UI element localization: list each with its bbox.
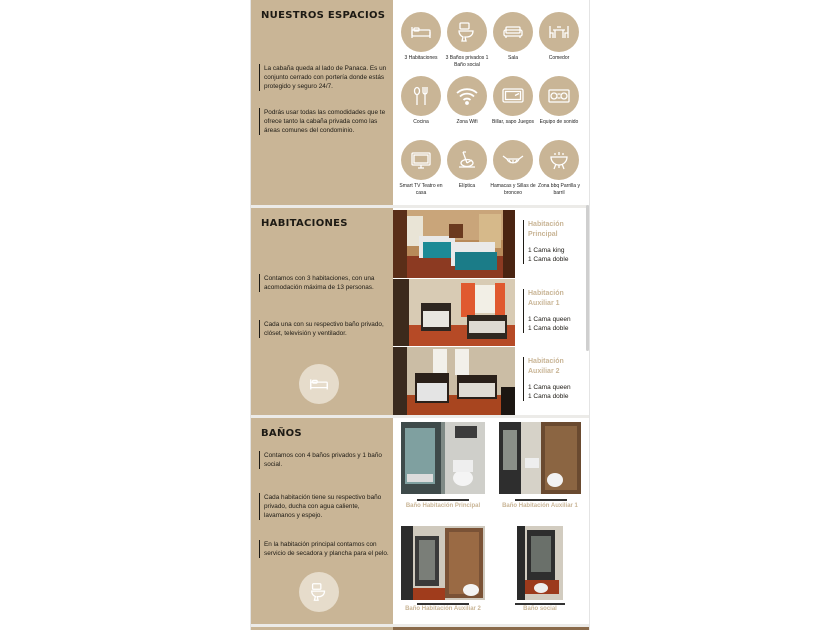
bath-photo-principal (401, 422, 485, 494)
amenities-panel (393, 0, 590, 205)
hammock-icon (493, 140, 533, 180)
banos-left-panel (251, 418, 393, 624)
section-title-habitaciones: HABITACIONES (261, 218, 348, 229)
habitaciones-paragraph-2: Cada una con su respectivo baño privado, clóset, televisión y ventilador. (259, 320, 391, 338)
amenity-wifi (444, 76, 490, 126)
toilet-icon (299, 572, 339, 612)
rooms-panel (393, 208, 590, 415)
amenity-label: Zona Wifi (456, 119, 478, 125)
banos-paragraph-2: Cada habitación tiene su respectivo baño privado, ducha con agua caliente, lavamanos y espejo. (259, 493, 391, 520)
habitaciones-paragraph-1: Contamos con 3 habitaciones, con una acomodación máxima de 13 personas. (259, 274, 391, 292)
section-espacios (251, 0, 590, 205)
amenity-label: Comedor (548, 55, 570, 61)
bath-caption-social: Baño social (523, 606, 557, 612)
room-bed: 1 Cama queen (528, 316, 571, 323)
caption-underline (515, 603, 565, 605)
bath-caption-auxiliar-2: Baño Habitación Auxiliar 2 (405, 606, 481, 612)
bathrooms-panel (393, 418, 590, 624)
bath-photo-auxiliar-2 (401, 526, 485, 600)
amenity-label: 3 Habitaciones (404, 55, 438, 61)
room-name: Habitación Auxiliar 2 (528, 358, 564, 375)
room-bed: 1 Cama doble (528, 325, 569, 332)
stereo-icon (539, 76, 579, 116)
wifi-icon (447, 76, 487, 116)
room-info-auxiliar-1 (523, 289, 589, 333)
amenity-sonido (536, 76, 582, 126)
bed-icon (299, 364, 339, 404)
bbq-icon (539, 140, 579, 180)
bath-caption-auxiliar-1: Baño Habitación Auxiliar 1 (502, 503, 578, 509)
room-photo-auxiliar-2 (393, 347, 515, 415)
room-photo-auxiliar-1 (393, 279, 515, 346)
elliptical-icon (447, 140, 487, 180)
espacios-left-panel (251, 0, 393, 205)
amenity-tv (398, 140, 444, 196)
dining-table-icon (539, 12, 579, 52)
amenity-label: Equipo de sonido (539, 119, 579, 125)
kitchen-utensils-icon (401, 76, 441, 116)
amenity-banos (444, 12, 490, 68)
toilet-icon (447, 12, 487, 52)
amenity-label: Smart TV Teatro en casa (399, 183, 443, 196)
amenity-label: 3 Baños privados 1 Baño social (445, 55, 489, 68)
room-bed: 1 Cama queen (528, 384, 571, 391)
amenity-label: Zona bbq Parrilla y barril (538, 183, 580, 196)
amenity-label: Hamacas y Sillas de bronceo (490, 183, 536, 196)
bath-photo-auxiliar-1 (499, 422, 581, 494)
banos-paragraph-3: En la habitación principal contamos con servicio de secadora y plancha para el pelo. (259, 540, 391, 558)
banos-paragraph-1: Contamos con 4 baños privados y 1 baño social. (259, 451, 391, 469)
amenity-habitaciones (398, 12, 444, 62)
section-habitaciones (251, 208, 590, 415)
room-name: Habitación Principal (528, 221, 564, 238)
caption-underline (417, 499, 469, 501)
room-bed: 1 Cama king (528, 247, 565, 254)
caption-underline (417, 603, 469, 605)
amenity-bbq (536, 140, 582, 196)
bath-caption-principal: Baño Habitación Principal (405, 503, 481, 509)
room-name: Habitación Auxiliar 1 (528, 290, 564, 307)
tv-icon (401, 140, 441, 180)
habitaciones-left-panel (251, 208, 393, 415)
amenity-billar (490, 76, 536, 126)
espacios-paragraph-2: Podrás usar todas las comodidades que te ofrece tanto la cabaña privada como las áreas comunes del condominio. (259, 108, 391, 135)
room-photo-principal (393, 210, 515, 278)
room-info-principal (523, 220, 589, 264)
room-bed: 1 Cama doble (528, 256, 569, 263)
room-bed: 1 Cama doble (528, 393, 569, 400)
amenity-comedor (536, 12, 582, 62)
amenity-label: Sala (507, 55, 518, 61)
section-title-espacios: NUESTROS ESPACIOS (261, 10, 386, 21)
bed-icon (401, 12, 441, 52)
section-title-banos: BAÑOS (261, 428, 302, 439)
amenity-hamacas (490, 140, 536, 196)
amenity-cocina (398, 76, 444, 126)
amenity-label: Cocina (413, 119, 429, 125)
amenity-eliptica (444, 140, 490, 190)
scrollbar[interactable] (586, 205, 589, 351)
amenity-sala (490, 12, 536, 62)
caption-underline (515, 499, 567, 501)
amenity-label: Elíptica (458, 183, 476, 189)
bath-photo-social (517, 526, 563, 600)
section-banos (251, 418, 590, 624)
amenity-label: Billar, sapo Juegos (492, 119, 534, 125)
room-info-auxiliar-2 (523, 357, 589, 401)
billiard-table-icon (493, 76, 533, 116)
brochure-document (250, 0, 590, 630)
espacios-paragraph-1: La cabaña queda al lado de Panaca. Es un conjunto cerrado con portería donde estás protegido y seguro 24/7. (259, 64, 391, 91)
sofa-icon (493, 12, 533, 52)
